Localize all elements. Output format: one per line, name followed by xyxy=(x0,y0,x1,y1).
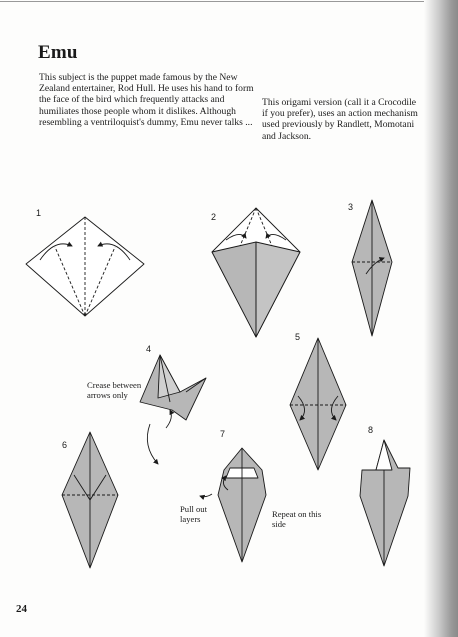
step-number: 8 xyxy=(368,425,374,435)
diagram-step-4 xyxy=(140,355,206,464)
crease-label: Crease between arrows only xyxy=(87,380,142,400)
pull-out-label: Pull out layers xyxy=(180,504,207,524)
diagram-step-8 xyxy=(360,440,410,566)
diagram-step-2 xyxy=(212,208,300,337)
intro-text-right: This origami version (call it a Crocodile if you prefer), uses an action mechanism used previously by Randlett, Momotani and Jackson. xyxy=(262,97,418,142)
step-number: 2 xyxy=(211,212,217,222)
page-number: 24 xyxy=(16,603,27,615)
step-number: 7 xyxy=(220,429,226,439)
step-number: 1 xyxy=(36,208,42,218)
diagram-step-1 xyxy=(26,217,144,316)
diagram-step-5 xyxy=(290,338,346,470)
diagram-step-6 xyxy=(62,432,118,568)
diagram-step-3 xyxy=(352,200,392,336)
step-number: 4 xyxy=(146,344,152,354)
intro-text-left: This subject is the puppet made famous by the New Zealand entertainer, Rod Hull. He uses his hand to form the face of the bird which frequently attacks and humiliates those people whom it dislikes. Although resembling a ventriloquist's dummy, Emu never talks ... xyxy=(39,72,254,128)
page-title: Emu xyxy=(38,42,78,63)
repeat-label: Repeat on this side xyxy=(272,509,322,529)
step-number: 6 xyxy=(62,440,68,450)
step-number: 5 xyxy=(295,332,301,342)
step-number: 3 xyxy=(348,202,354,212)
